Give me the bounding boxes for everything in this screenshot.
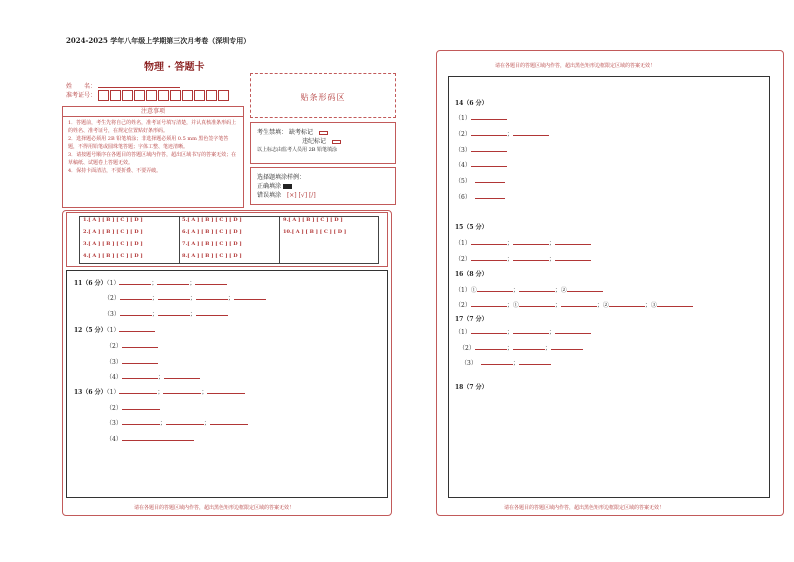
fill-example-title: 选择题填涂样例：: [257, 174, 306, 181]
q13-part3[interactable]: （3） ； ；: [106, 418, 248, 427]
q12[interactable]: 12（5 分）（1）: [74, 325, 155, 334]
q13-label: 13（6 分）: [74, 389, 107, 396]
right-footer-notice: 请在各题目的答题区域内作答，超出黑色矩形边框限定区域的答案无效！: [504, 505, 665, 511]
q14-part4[interactable]: （4）: [455, 160, 507, 169]
choice-row-6[interactable]: 6.[ A ] [ B ] [ C ] [ D ]: [182, 229, 242, 235]
name-field[interactable]: [66, 81, 180, 90]
absent-label: 缺考标记: [288, 129, 313, 136]
violation-checkbox[interactable]: [332, 140, 341, 144]
choice-row-10[interactable]: 10.[ A ] [ B ] [ C ] [ D ]: [283, 229, 347, 235]
exam-status-box: [250, 122, 396, 164]
barcode-area: [250, 73, 396, 118]
choice-row-3[interactable]: 3.[ A ] [ B ] [ C ] [ D ]: [83, 241, 143, 247]
q14-part3[interactable]: （3）: [455, 145, 507, 154]
q15-part2[interactable]: （2） ； ；: [455, 254, 591, 263]
q13-part2[interactable]: （2）: [106, 403, 160, 412]
exam-title: 2024-2025 学年八年级上学期第三次月考卷（深圳专用）: [66, 36, 251, 45]
q15-label: 15（5 分）: [455, 224, 488, 231]
card-title: 物理 · 答题卡: [144, 62, 205, 73]
fill-example-box: [250, 167, 396, 205]
barcode-label: 贴条形码区: [300, 93, 346, 102]
choice-row-1[interactable]: 1.[ A ] [ B ] [ C ] [ D ]: [83, 217, 143, 223]
note-item: 1．答题前，考生先将自己的姓名，准考证号填写清楚，并认真核准条形码上的姓名、准考证号，在规定位置贴好条形码。: [68, 120, 237, 134]
q12-part2[interactable]: （2）: [106, 341, 158, 350]
q11-part2[interactable]: （2） ； ； ；: [104, 293, 266, 302]
q16-label: 16（8 分）: [455, 271, 488, 278]
q14-part5[interactable]: （5）: [455, 176, 505, 185]
name-label: 姓 名：: [66, 83, 97, 90]
q13-part4[interactable]: （4）: [106, 434, 194, 443]
q11-part3[interactable]: （3） ； ；: [104, 309, 228, 318]
absent-checkbox[interactable]: [319, 131, 328, 135]
status-note: 以上标志由监考人员用 2B 铅笔填涂: [257, 147, 338, 153]
q12-part4[interactable]: （4） ；: [106, 372, 200, 381]
q14-label: 14（6 分）: [455, 100, 488, 107]
left-written-box: [66, 270, 388, 498]
q12-part3[interactable]: （3）: [106, 357, 158, 366]
q12-label: 12（5 分）: [74, 327, 107, 334]
q11[interactable]: 11（6 分）（1） ； ；: [74, 278, 227, 287]
q17-part1[interactable]: （1） ； ；: [455, 327, 591, 336]
q14-part1[interactable]: （1）: [455, 113, 507, 122]
notes-box: [62, 106, 244, 208]
q18-label: 18（7 分）: [455, 384, 488, 391]
q17-part2[interactable]: （2） ； ；: [459, 343, 583, 352]
q16-part2[interactable]: （2） ；① ； ；② ；③: [455, 300, 693, 309]
status-label: 考生禁填：: [257, 129, 288, 136]
note-item: 2．选择题必须用 2B 铅笔填涂；非选择题必须用 0.5 mm 黑色签字笔答题，不得用铅笔或圆珠笔答题；字体工整、笔迹清晰。: [68, 136, 229, 150]
correct-label: 正确填涂: [257, 183, 282, 190]
right-top-notice: 请在各题目的答题区域内作答，超出黑色矩形边框限定区域的答案无效！: [495, 63, 656, 69]
notes-title: 注意事项: [63, 107, 243, 117]
q14-part2[interactable]: （2） ；: [455, 129, 549, 138]
correct-mark: [283, 184, 292, 189]
q14-part6[interactable]: （6）: [455, 192, 505, 201]
choice-row-4[interactable]: 4.[ A ] [ B ] [ C ] [ D ]: [83, 253, 143, 259]
choice-row-9[interactable]: 9.[ A ] [ B ] [ C ] [ D ]: [283, 217, 343, 223]
note-item: 3．请按题号顺序在各题目的答题区域内作答，超出区域书写的答案无效；在草稿纸、试题卷上答题无效。: [68, 152, 237, 166]
wrong-label: 错误填涂: [257, 192, 282, 199]
q11-label: 11（6 分）: [74, 280, 107, 287]
wrong-marks: [×] [√] [/]: [286, 192, 316, 199]
choice-row-5[interactable]: 5.[ A ] [ B ] [ C ] [ D ]: [182, 217, 242, 223]
choice-row-2[interactable]: 2.[ A ] [ B ] [ C ] [ D ]: [83, 229, 143, 235]
q15-part1[interactable]: （1） ； ；: [455, 238, 591, 247]
left-footer-notice: 请在各题目的答题区域内作答，超出黑色矩形边框限定区域的答案无效！: [134, 505, 295, 511]
q16-part1[interactable]: （1）① ； ；②: [455, 285, 603, 294]
choice-row-8[interactable]: 8.[ A ] [ B ] [ C ] [ D ]: [182, 253, 242, 259]
exam-id-label: 准考证号：: [66, 92, 97, 99]
q17-label: 17（7 分）: [455, 316, 488, 323]
q17-part3[interactable]: （3） ；: [461, 358, 551, 367]
violation-label: 违纪标记: [302, 138, 327, 145]
note-item: 4．保持卡面清洁，不要折叠、不要弄破。: [68, 168, 162, 174]
choice-row-7[interactable]: 7.[ A ] [ B ] [ C ] [ D ]: [182, 241, 242, 247]
exam-id-field[interactable]: [66, 90, 230, 101]
q13[interactable]: 13（6 分）（1） ； ；: [74, 387, 245, 396]
